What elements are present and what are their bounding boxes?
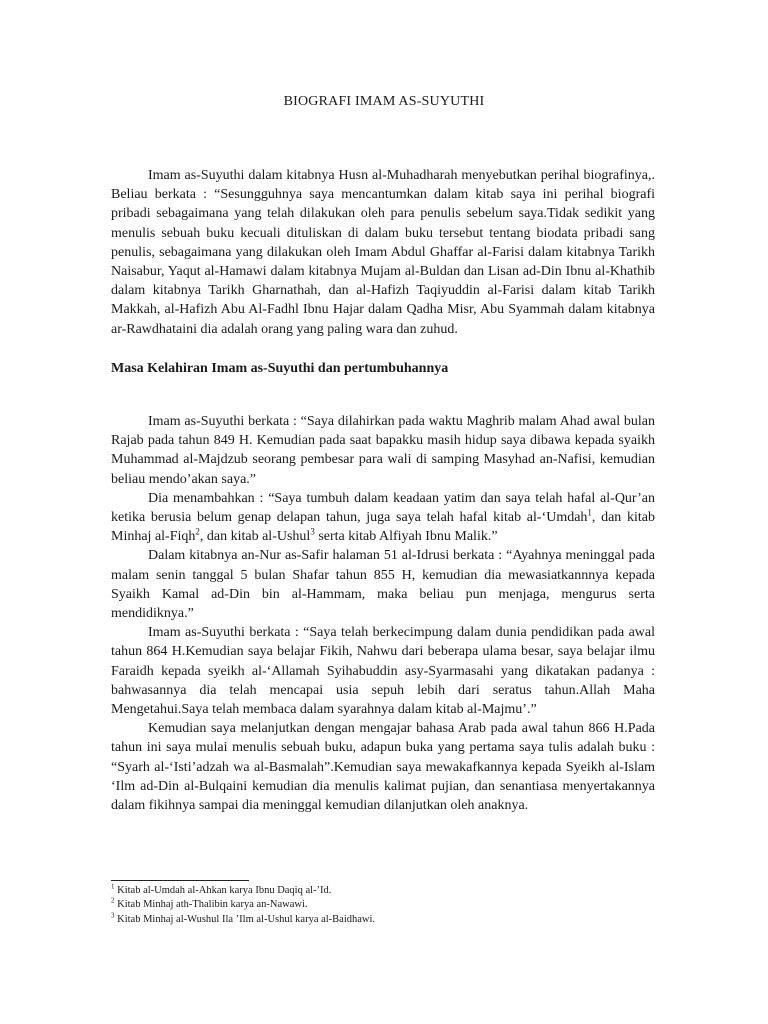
paragraph-father: Dalam kitabnya an-Nur as-Safir halaman 51 al-Idrusi berkata : “Ayahnya meninggal pada malam senin tanggal 5 bulan Shafar tahun 855 H, kemudian dia mewasiatkannnya kepada Syaikh Kamal ad-Din bin al-Hammam, maka beliau pun menjaga, mengurus serta mendidiknya.” [111, 548, 655, 622]
paragraph-education: Imam as-Suyuthi berkata : “Saya telah berkecimpung dalam dunia pendidikan pada awal tahun 864 H.Kemudian saya belajar Fikih, Nahwu dari beberapa ulama besar, saya belajar ilmu Faraidh kepada syeikh al-‘Allamah Syihabuddin asy-Syarmasahi yang dikatakan padanya : bahwasannya dia telah mencapai usia sepuh lebih dari seratus tahun.Allah Maha Mengetahui.Saya telah membaca dalam syarahnya dalam kitab al-Majmu’.” [111, 625, 655, 718]
footnote-number: 2 [111, 896, 115, 905]
footnote-text: Kitab al-Umdah al-Ahkan karya Ibnu Daqiq al-’Id. [114, 885, 332, 896]
footnote-number: 1 [111, 882, 115, 891]
paragraph-childhood-part-c: , dan kitab al-Ushul [199, 529, 311, 545]
footnote-number: 3 [111, 911, 115, 920]
footnote-item [111, 884, 671, 898]
footnote-ref-3[interactable]: 3 [310, 526, 315, 537]
document-title: BIOGRAFI IMAM AS-SUYUTHI [283, 94, 485, 109]
intro-section [111, 166, 655, 339]
footnote-text: Kitab Minhaj ath-Thalibin karya an-Nawawi. [114, 899, 308, 911]
intro-paragraph: Imam as-Suyuthi dalam kitabnya Husn al-Muhadharah menyebutkan perihal biografinya,. Beliau berkata : “Sesungguhnya saya mencantumkan dalam kitab saya ini perihal biografi pribadi sebagaimana yang telah dilakukan oleh para penulis sebelum saya.Tidak sedikit yang menulis sebuah buku kecuali dituliskan di dalam buku tersebut tentang biodata pribadi sang penulis, sebagaimana yang dilakukan oleh Imam Abdul Ghaffar al-Farisi dalam kitabnya Tarikh Naisabur, Yaqut al-Hamawi dalam kitabnya Mujam al-Buldan dan Lisan ad-Din Ibnu al-Khathib dalam kitabnya Tarikh Gharnathah, dan al-Hafizh Taqiyuddin al-Farisi dalam kitab Tarikh Makkah, al-Hafizh Abu Al-Fadhl Ibnu Hajar dalam Qadha Misr, Abu Syammah dalam kitabnya ar-Rawdhataini dia adalah orang yang paling wara dan zuhud. [111, 168, 655, 337]
paragraph-childhood [111, 489, 655, 547]
paragraph-childhood-part-a: Dia menambahkan : “Saya tumbuh dalam keadaan yatim dan saya telah hafal al-Qur’an ketika berusia belum genap delapan tahun, juga saya telah hafal kitab al-‘Umdah [111, 490, 655, 526]
paragraph-teaching: Kemudian saya melanjutkan dengan mengajar bahasa Arab pada awal tahun 866 H.Pada tahun ini saya mulai menulis sebuah buku, adapun buka yang pertama saya tulis adalah buku : “Syarh al-‘Isti’adzah wa al-Basmalah”.Kemudian saya mewakafkannya kepada Syeikh al-Islam ‘Ilm ad-Din al-Bulqaini kemudian dia menulis kalimat pujian, dan senantiasa menyertakannya dalam fikihnya sampai dia meninggal kemudian dilanjutkan oleh anaknya. [111, 721, 655, 814]
paragraph-childhood-part-d: serta kitab Alfiyah Ibnu Malik.” [314, 529, 498, 545]
footnote-ref-2[interactable]: 2 [195, 526, 200, 537]
footnote-text: Kitab Minhaj al-Wushul Ila ’Ilm al-Ushul karya al-Baidhawi. [114, 913, 376, 925]
footnotes [111, 884, 671, 927]
paragraph-childhood-part-b: , dan kitab Minhaj al-Fiqh [111, 510, 655, 545]
footnote-item [111, 913, 671, 927]
section-heading: Masa Kelahiran Imam as-Suyuthi dan pertumbuhannya [111, 361, 449, 376]
footnote-item [111, 898, 671, 912]
footnote-separator [111, 880, 249, 881]
paragraph-birth: Imam as-Suyuthi berkata : “Saya dilahirkan pada waktu Maghrib malam Ahad awal bulan Rajab pada tahun 849 H. Kemudian pada saat bapakku masih hidup saya dibawa kepada syaikh Muhammad al-Majdzub seorang pembesar para wali di samping Masyhad an-Nafisi, kemudian beliau mendo’akan saya.” [111, 414, 655, 487]
body-section [111, 412, 655, 815]
footnote-ref-1[interactable]: 1 [587, 507, 592, 518]
